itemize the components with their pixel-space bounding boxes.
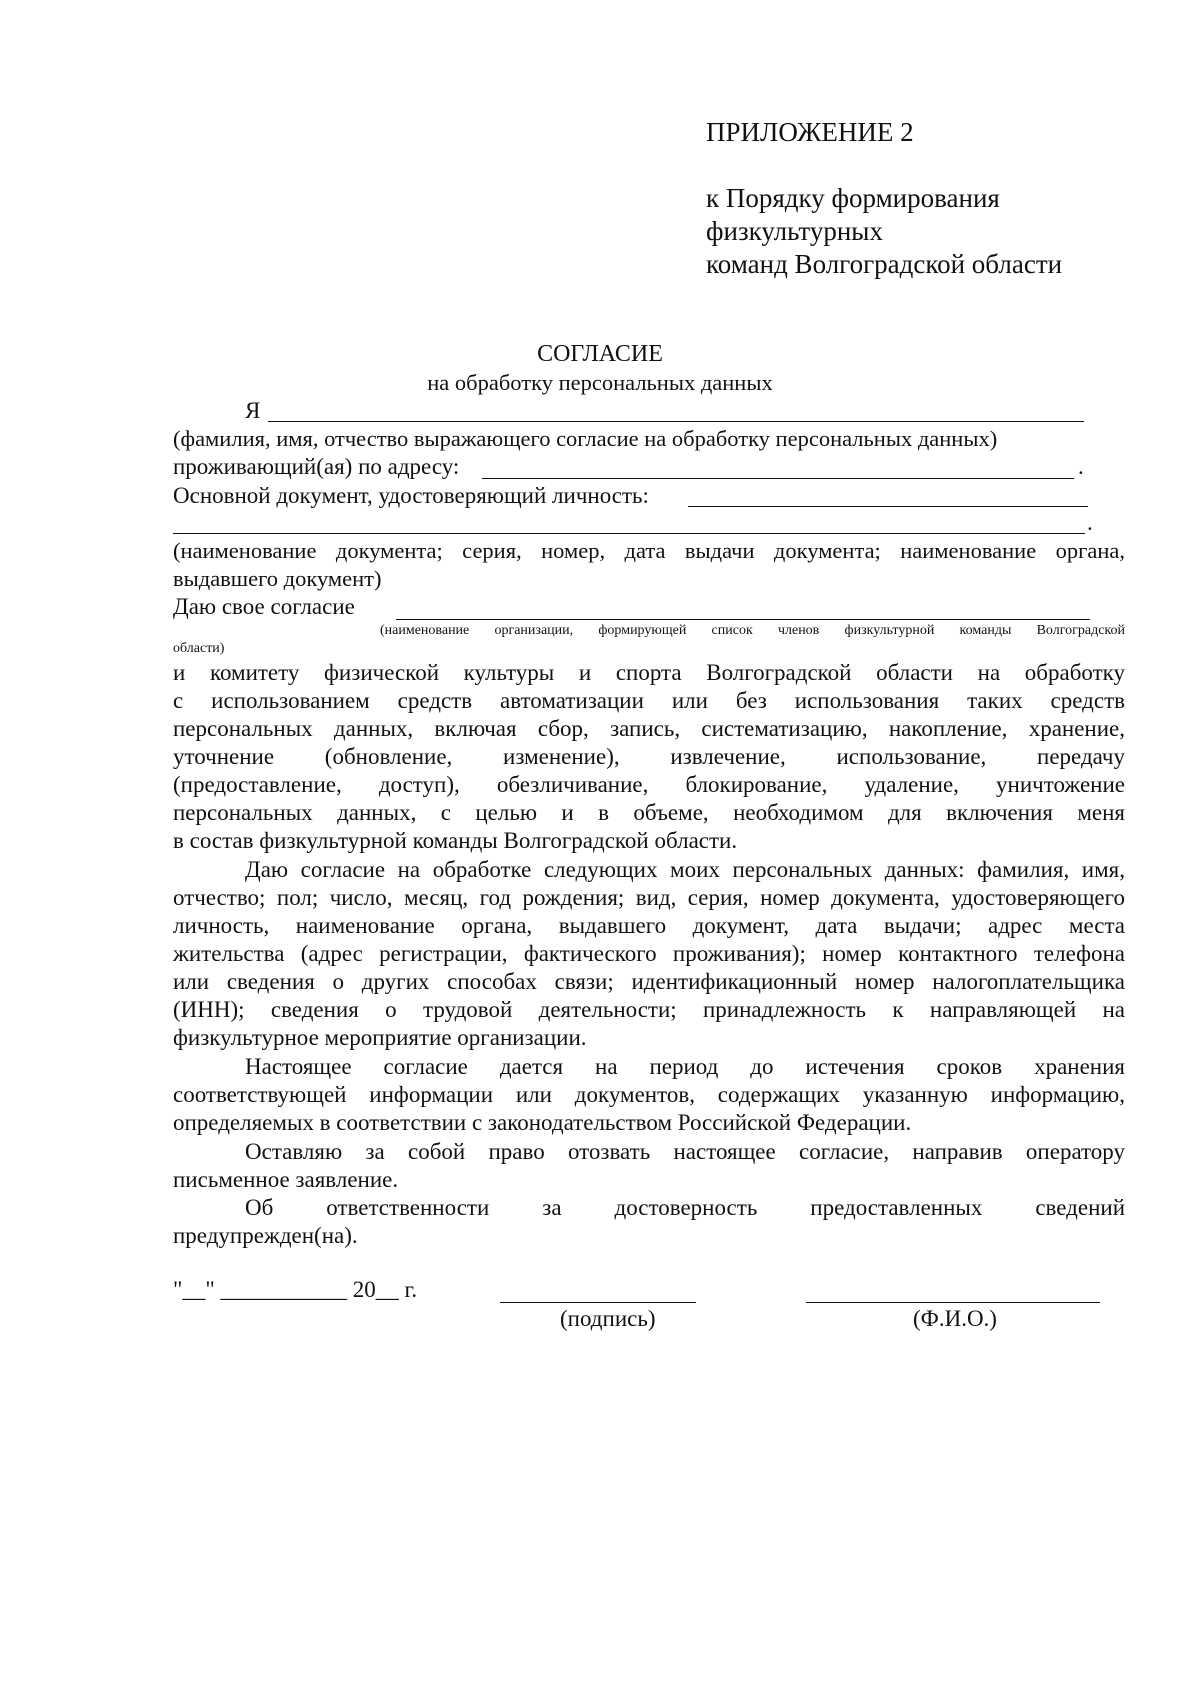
signature-hint: (подпись) [560, 1306, 656, 1331]
p1-line: персональных данных, с целью и в объеме, необходимом для включения меня [173, 800, 1125, 825]
p1-line: уточнение (обновление, изменение), извлечение, использование, передачу [173, 744, 1125, 769]
p2-line: жительства (адрес регистрации, фактического проживания); номер контактного телефона [173, 941, 1125, 966]
p2-line: личность, наименование органа, выдавшего документ, дата выдачи; адрес места [173, 913, 1125, 938]
p3-last-line: определяемых в соответствии с законодательством Российской Федерации. [173, 1110, 912, 1135]
p2-line: (ИНН); сведения о трудовой деятельности; принадлежность к направляющей на [173, 997, 1125, 1022]
p1-line: и комитету физической культуры и спорта Волгоградской области на обработку [173, 660, 1125, 685]
signature-blank-line [500, 1302, 696, 1303]
org-hint-line-2: области) [173, 641, 225, 656]
appendix-ref-line-2: физкультурных [706, 216, 883, 246]
address-label: проживающий(ая) по адресу: [173, 454, 460, 479]
appendix-ref-line-3: команд Волгоградской области [706, 249, 1063, 279]
p1-line: персональных данных, включая сбор, запись, систематизацию, накопление, хранение, [173, 716, 1125, 741]
doc-end-dot: . [1087, 510, 1093, 535]
fio-hint: (фамилия, имя, отчество выражающего согласие на обработку персональных данных) [173, 426, 998, 451]
p3-first-line: Настоящее согласие дается на период до истечения сроков хранения [245, 1054, 1125, 1079]
p2-first-line: Даю согласие на обработке следующих моих персональных данных: фамилия, имя, [245, 857, 1125, 882]
signer-fio-blank-line [806, 1302, 1100, 1303]
p2-last-line: физкультурное мероприятие организации. [173, 1025, 587, 1050]
p1-line: (предоставление, доступ), обезличивание, блокирование, удаление, уничтожение [173, 772, 1125, 797]
doc-hint-line-1: (наименование документа; серия, номер, дата выдачи документа; наименование органа, [173, 538, 1125, 563]
i-label: Я [245, 398, 261, 423]
appendix-title: ПРИЛОЖЕНИЕ 2 [706, 117, 914, 147]
p5-first-line: Об ответственности за достоверность предоставленных сведений [245, 1195, 1125, 1220]
fio-blank-line [268, 421, 1084, 422]
p4-first-line: Оставляю за собой право отозвать настоящее согласие, направив оператору [245, 1139, 1125, 1164]
p2-line: или сведения о других способах связи; идентификационный номер налогоплательщика [173, 969, 1125, 994]
p3-line: соответствующей информации или документов, содержащих указанную информацию, [173, 1082, 1125, 1107]
doc-blank-line [688, 506, 1088, 507]
appendix-ref-line-1: к Порядку формирования [706, 183, 1000, 213]
date-field: "__" ___________ 20__ г. [173, 1277, 418, 1302]
p1-line: с использованием средств автоматизации или без использования таких средств [173, 688, 1125, 713]
signer-fio-hint: (Ф.И.О.) [913, 1306, 997, 1331]
address-end-dot: . [1078, 454, 1084, 479]
document-title: СОГЛАСИЕ [537, 341, 663, 367]
address-blank-line [482, 478, 1074, 479]
consent-label: Даю свое согласие [173, 594, 355, 619]
doc-label: Основной документ, удостоверяющий личность: [173, 483, 649, 508]
p2-line: отчество; пол; число, месяц, год рождения; вид, серия, номер документа, удостоверяющего [173, 885, 1125, 910]
p5-last-line: предупрежден(на). [173, 1223, 358, 1248]
p4-last-line: письменное заявление. [173, 1167, 399, 1192]
org-blank-line [396, 619, 1090, 620]
doc-blank-line-2 [173, 533, 1085, 534]
org-hint-line-1: (наименование организации, формирующей список членов физкультурной команды Волгоградской [380, 623, 1125, 638]
doc-hint-line-2: выдавшего документ) [173, 566, 382, 591]
document-subtitle: на обработку персональных данных [427, 370, 773, 395]
p1-last-line: в состав физкультурной команды Волгоградской области. [173, 828, 738, 853]
